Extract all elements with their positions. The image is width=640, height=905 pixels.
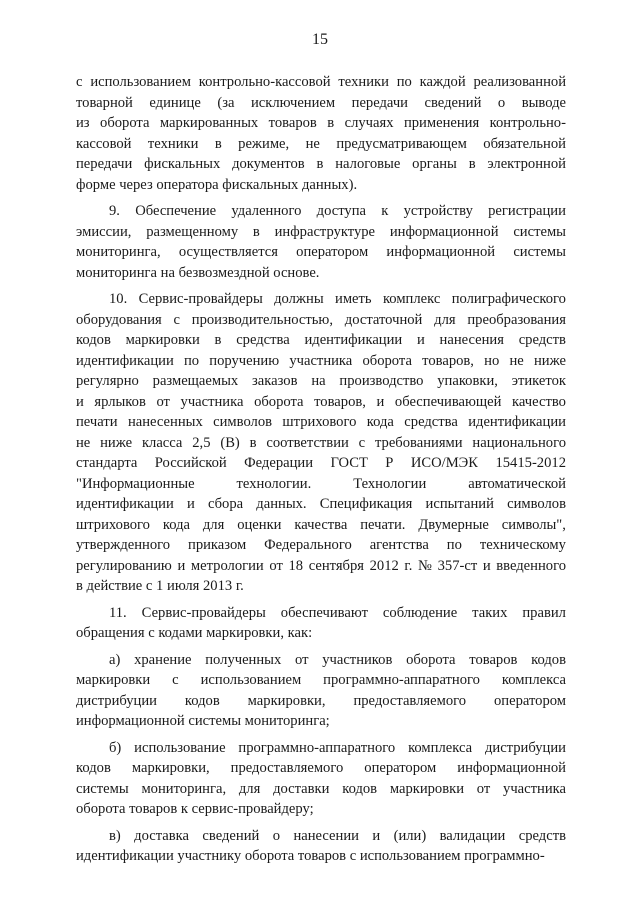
text-line: регулированию и метрологии от 18 сентября 2012 г. № 357-ст и введенного	[76, 557, 566, 574]
text-line: "Информационные технологии. Технологии автоматической	[76, 475, 566, 492]
text-line: из оборота маркированных товаров в случаях применения контрольно-	[76, 115, 566, 131]
text-line: обращения с кодами маркировки, как:	[76, 625, 313, 641]
text-line: дистрибуции кодов маркировки, предоставляемого оператором	[76, 692, 566, 709]
text-line: оборота товаров к сервис-провайдеру;	[76, 801, 314, 817]
text-line: товарной единице (за исключением передачи сведений о выводе	[76, 94, 566, 111]
text-line: информационной системы мониторинга;	[76, 713, 330, 729]
text-line: эмиссии, размещенному в инфраструктуре информационной системы	[76, 223, 566, 240]
text-line: 10. Сервис-провайдеры должны иметь комплекс полиграфического	[109, 291, 566, 307]
paragraph-continuation	[76, 72, 566, 195]
text-line: 11. Сервис-провайдеры обеспечивают соблюдение таких правил	[109, 604, 566, 621]
text-line: кассовой техники в режиме, не предусматривающем обязательной	[76, 135, 566, 152]
paragraph-item-11-b	[76, 738, 566, 820]
paragraph-item-11-a	[76, 650, 566, 732]
text-line: идентификации и сбора данных. Спецификация испытаний символов	[76, 496, 566, 512]
text-line: в действие с 1 июля 2013 г.	[76, 578, 244, 594]
text-line: кодов маркировки, предоставляемого оператором информационной	[76, 760, 566, 776]
text-line: утвержденного приказом Федерального агентства по техническому	[76, 537, 566, 553]
text-line: не ниже класса 2,5 (B) в соответствии с требованиями национального	[76, 434, 566, 451]
paragraph-item-11-c	[76, 826, 566, 867]
text-line: б) использование программно-аппаратного комплекса дистрибуции	[109, 739, 566, 756]
text-line: маркировки с использованием программно-аппаратного комплекса	[76, 672, 566, 688]
paragraph-item-9	[76, 201, 566, 283]
text-line: в) доставка сведений о нанесении и (или) валидации средств	[109, 827, 566, 844]
document-body	[76, 72, 566, 873]
paragraph-item-11	[76, 603, 566, 644]
text-line: стандарта Российской Федерации ГОСТ Р ИСО/МЭК 15415-2012	[76, 455, 566, 471]
text-line: 9. Обеспечение удаленного доступа к устройству регистрации	[109, 203, 566, 219]
text-line: оборудования с производительностью, достаточной для преобразования	[76, 311, 566, 328]
text-line: печати нанесенных символов штрихового кода средства идентификации	[76, 414, 566, 430]
text-line: форме через оператора фискальных данных).	[76, 176, 358, 193]
text-line: регулярно размещаемых заказов на производство упаковки, этикеток	[76, 373, 566, 389]
text-line: с использованием контрольно-кассовой техники по каждой реализованной	[76, 74, 566, 90]
text-line: передачи фискальных документов в налоговые органы в электронной	[76, 156, 566, 172]
text-line: идентификации по поручению участника оборота товаров, но не ниже	[76, 352, 566, 369]
text-line: системы мониторинга, для доставки кодов маркировки от участника	[76, 780, 566, 797]
text-line: и ярлыков от участника оборота товаров, и обеспечивающей качество	[76, 393, 566, 410]
page-number: 15	[312, 31, 328, 48]
text-line: идентификации участнику оборота товаров с использованием программно-	[76, 848, 545, 864]
text-line: а) хранение полученных от участников оборота товаров кодов	[109, 651, 566, 668]
text-line: штрихового кода для оценки качества печати. Двумерные символы",	[76, 516, 566, 533]
text-line: мониторинга, осуществляется оператором информационной системы	[76, 244, 566, 260]
text-line: мониторинга на безвозмездной основе.	[76, 264, 320, 281]
text-line: кодов маркировки в средства идентификации и нанесения средств	[76, 332, 566, 348]
paragraph-item-10	[76, 289, 566, 597]
